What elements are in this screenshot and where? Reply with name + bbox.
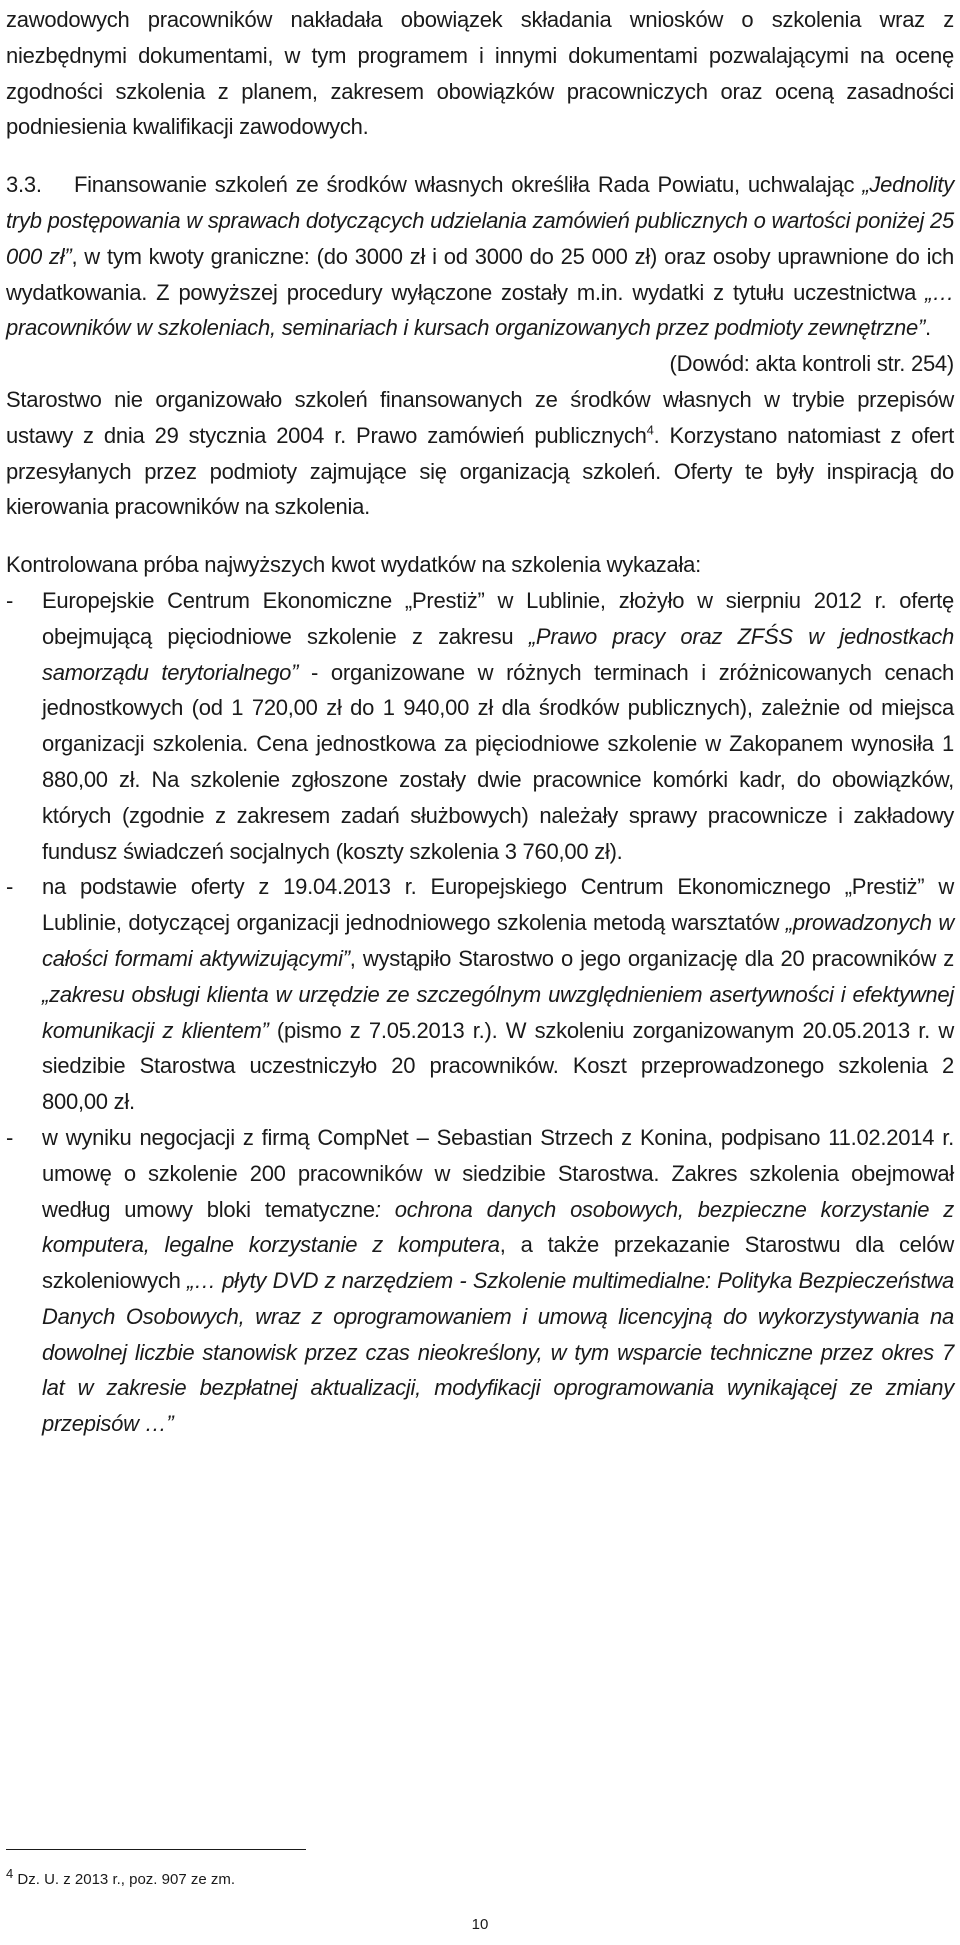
footnote-divider [6, 1849, 306, 1850]
body-text [6, 2, 954, 1442]
section-3-3-paragraph: 3.3. Finansowanie szkoleń ze środków własnych określiła Rada Powiatu, uchwalając „Jednolity tryb postępowania w sprawach dotyczących udzielania zamówień publicznych o wartości poniżej 25 000 zł”, w tym kwoty graniczne: (do 3000 zł i od 3000 do 25 000 zł) oraz osoby uprawnione do ich wydatkowania. Z powyższej procedury wyłączone zostały m.in. wydatki z tytułu uczestnictwa „… pracowników w szkoleniach, seminariach i kursach organizowanych przez podmioty zewnętrzne”. [6, 172, 955, 341]
section-number: 3.3. [6, 172, 42, 198]
list-item: - na podstawie oferty z 19.04.2013 r. Europejskiego Centrum Ekonomicznego „Prestiż” w Lublinie, dotyczącej organizacji jednodniowego szkolenia metodą warsztatów „prowadzonych w całości formami aktywizującymi”, wystąpiło Starostwo o jego organizację dla 20 pracowników z „zakresu obsługi klienta w urzędzie ze szczególnym uwzględnieniem asertywności i efektywnej komunikacji z klientem” (pismo z 7.05.2013 r.). W szkoleniu zorganizowanym 20.05.2013 r. w siedzibie Starostwa uczestniczyło 20 pracowników. Koszt przeprowadzonego szkolenia 2 800,00 zł. [6, 869, 954, 1120]
procedure-title: „Jednolity tryb postępowania w sprawach dotyczących udzielania zamówień publicznych o wartości poniżej 25 000 zł” [6, 172, 955, 269]
findings-list [6, 583, 954, 1442]
footnote-reference: 4 [646, 422, 654, 438]
intro-paragraph: zawodowych pracowników nakładała obowiązek składania wniosków o szkolenia wraz z niezbędnymi dokumentami, w tym programem i innymi dokumentami pozwalającymi na ocenę zgodności szkolenia z planem, zakresem obowiązków pracowniczych oraz oceną zasadności podniesienia kwalifikacji zawodowych. [6, 7, 954, 140]
evidence-reference: (Dowód: akta kontroli str. 254) [669, 351, 954, 377]
list-item: - Europejskie Centrum Ekonomiczne „Prestiż” w Lublinie, złożyło w sierpniu 2012 r. ofertę obejmującą pięciodniowe szkolenie z zakresu „Prawo pracy oraz ZFŚS w jednostkach samorządu terytorialnego” - organizowane w różnych terminach i zróżnicowanych cenach jednostkowych (od 1 720,00 zł do 1 940,00 zł dla środków publicznych), zależnie od miejsca organizacji szkolenia. Cena jednostkowa za pięciodniowe szkolenie w Zakopanem wynosiła 1 880,00 zł. Na szkolenie zgłoszone zostały dwie pracownice komórki kadr, do obowiązków, których (zgodnie z zakresem zadań służbowych) należały sprawy pracownicze i zakładowy fundusz świadczeń socjalnych (koszty szkolenia 3 760,00 zł). [6, 583, 954, 869]
list-dash: - [6, 1124, 14, 1150]
footnote-number: 4 [6, 1866, 14, 1881]
list-dash: - [6, 874, 14, 900]
list-dash: - [6, 587, 14, 613]
list-item: - w wyniku negocjacji z firmą CompNet – Sebastian Strzech z Konina, podpisano 11.02.2014 r. umowę o szkolenie 200 pracowników w siedzibie Starostwa. Zakres szkolenia obejmował według umowy bloki tematyczne: ochrona danych osobowych, bezpieczne korzystanie z komputera, legalne korzystanie z komputera, a także przekazanie Starostwu dla celów szkoleniowych „… płyty DVD z narzędziem - Szkolenie multimedialne: Polityka Bezpieczeństwa Danych Osobowych, wraz z oprogramowaniem i umową licencyjną do wykorzystywania na dowolnej liczbie stanowisk przez czas nieokreślony, w tym wsparcie techniczne przez okres 7 lat w zakresie bezpłatnej aktualizacji, modyfikacji oprogramowania wynikającej ze zmiany przepisów …” [6, 1120, 954, 1442]
page-number: 10 [471, 1916, 489, 1933]
exclusion-quote: „… pracowników w szkoleniach, seminariach i kursach organizowanych przez podmioty zewnętrzne” [6, 279, 954, 341]
footnote [6, 1866, 235, 1890]
sample-intro: Kontrolowana próba najwyższych kwot wydatków na szkolenia wykazała: [6, 552, 701, 578]
starostwo-paragraph: Starostwo nie organizowało szkoleń finansowanych ze środków własnych w trybie przepisów ustawy z dnia 29 stycznia 2004 r. Prawo zamówień publicznych$^4$. Korzystano natomiast z ofert przesyłanych przez podmioty zajmujące się organizacją szkoleń. Oferty te były inspiracją do kierowania pracowników na szkolenia. [6, 386, 954, 520]
footnote-text: Dz. U. z 2013 r., poz. 907 ze zm. [13, 1871, 235, 1888]
